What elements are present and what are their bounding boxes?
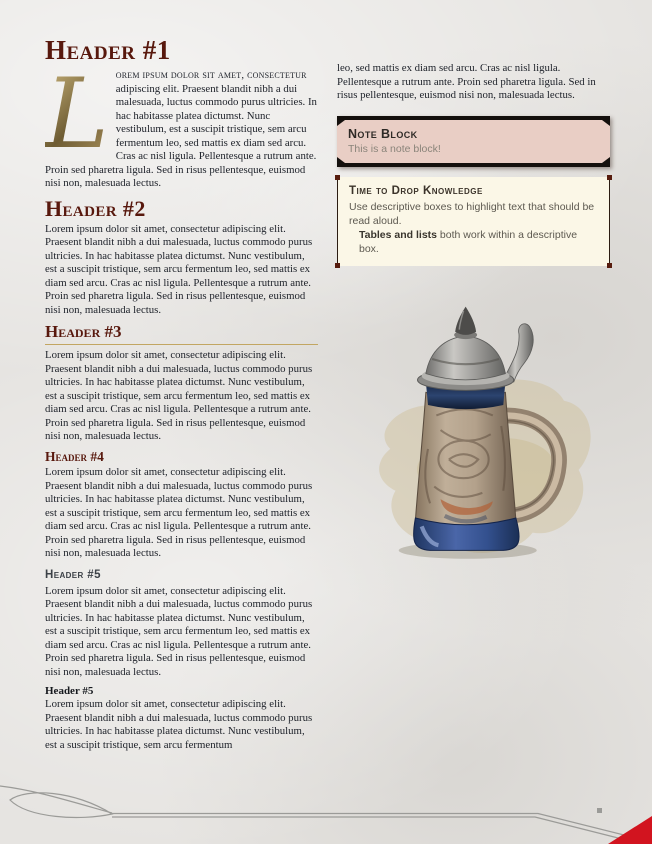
section-heading-1: Header #1 — [45, 35, 171, 65]
beer-stein-illustration — [337, 292, 610, 564]
note-top-border-ornament — [337, 116, 610, 120]
paragraph-text: Lorem ipsum dolor sit amet, consectetur adipiscing elit. Praesent blandit nibh a dui malesuada, luctus commodo purus ultricies. In hac habitasse platea dictumst. Nunc vestibulum, est a suscipit tristique, sem arcu fermentum leo, sed mattis ex diam sed arcu. Cras ac nisl ligula. Pellentesque a rutrum ante. Proin sed pharetra ligula. Sed in risus pellentesque, euismod nisi non, malesuada lectus. — [45, 222, 313, 316]
paragraph-text: Lorem ipsum dolor sit amet, consectetur adipiscing elit. Praesent blandit nibh a dui malesuada, luctus commodo purus ultricies. In hac habitasse platea dictumst. Nunc vestibulum, est a suscipit tristique, sem arcu fermentum leo, sed mattis ex diam sed arcu. Cras ac nisl ligula. Pellentesque a rutrum ante. Proin sed pharetra ligula. Sed in risus pellentesque, euismod nisi non, malesuada lectus. — [45, 466, 313, 560]
right-column — [337, 36, 610, 564]
note-bottom-border-ornament — [337, 163, 610, 167]
paragraph-with-drop-cap — [45, 58, 318, 191]
section-heading-5: Header #5 — [45, 568, 101, 581]
corner-dot-icon — [607, 263, 612, 268]
section-heading-2: Header #2 — [45, 195, 146, 221]
descriptive-box — [337, 177, 610, 266]
continuation-paragraph: leo, sed mattis ex diam sed arcu. Cras ac nisl ligula. Pellentesque a rutrum ante. Proin sed pharetra ligula. Sed in risus pellentesque, euismod nisi non, malesuada lectus. — [337, 62, 596, 101]
corner-dot-icon — [607, 175, 612, 180]
lead-small-caps-text: orem ipsum dolor sit amet, consectetur — [115, 69, 307, 82]
paragraph-text: adipiscing elit. Praesent blandit nibh a dui malesuada, luctus commodo purus ultricies. In hac habitasse platea dictumst. Nunc vestibulum, est a suscipit tristique, sem arcu fermentum leo, sed mattis ex diam sed arcu. Cras ac nisl ligula. Pellentesque a rutrum ante. Proin sed pharetra ligula. Sed in risus pellentesque, euismod nisi non, malesuada lectus. — [45, 82, 317, 190]
section-heading-3: Header #3 — [45, 323, 318, 345]
corner-dot-icon — [335, 175, 340, 180]
descriptive-box-text: Use descriptive boxes to highlight text that should be read aloud. — [349, 200, 595, 227]
stein-thumblift — [505, 323, 533, 381]
descriptive-box-title: Time to Drop Knowledge — [349, 184, 483, 197]
left-column — [45, 36, 318, 758]
bold-lead-in: Tables and lists — [359, 228, 437, 241]
stein-body — [415, 392, 515, 526]
note-body — [337, 120, 610, 163]
lid-dome — [425, 335, 505, 379]
section-heading-6: Header #5 — [45, 685, 94, 698]
paragraph-text-truncated: Lorem ipsum dolor sit amet, consectetur adipiscing elit. Praesent blandit nibh a dui malesuada, luctus commodo purus ultricies. In hac habitasse platea dictumst. Nunc vestibulum, est a suscipit tristique, sem arcu fermentum — [45, 698, 313, 751]
beer-stein-svg — [348, 292, 600, 564]
ornate-drop-cap-letter: L — [45, 58, 109, 171]
note-text: This is a note block! — [348, 142, 441, 155]
finial-cone — [455, 306, 476, 334]
descriptive-box-text-2 — [349, 228, 598, 256]
paragraph-text: Lorem ipsum dolor sit amet, consectetur adipiscing elit. Praesent blandit nibh a dui malesuada, luctus commodo purus ultricies. In hac habitasse platea dictumst. Nunc vestibulum, est a suscipit tristique, sem arcu fermentum leo, sed mattis ex diam sed arcu. Cras ac nisl ligula. Pellentesque a rutrum ante. Proin sed pharetra ligula. Sed in risus pellentesque, euismod nisi non, malesuada lectus. — [45, 584, 313, 678]
paragraph-text: Lorem ipsum dolor sit amet, consectetur adipiscing elit. Praesent blandit nibh a dui malesuada, luctus commodo purus ultricies. In hac habitasse platea dictumst. Nunc vestibulum, est a suscipit tristique, sem arcu fermentum leo, sed mattis ex diam sed arcu. Cras ac nisl ligula. Pellentesque a rutrum ante. Proin sed pharetra ligula. Sed in risus pellentesque, euismod nisi non, malesuada lectus. — [45, 349, 313, 443]
section-heading-4: Header #4 — [45, 448, 104, 464]
note-block — [337, 116, 610, 167]
corner-dot-icon — [335, 263, 340, 268]
note-title: Note Block — [348, 126, 418, 141]
descriptive-box-text-rest: both work within a descriptive box. — [359, 228, 578, 255]
